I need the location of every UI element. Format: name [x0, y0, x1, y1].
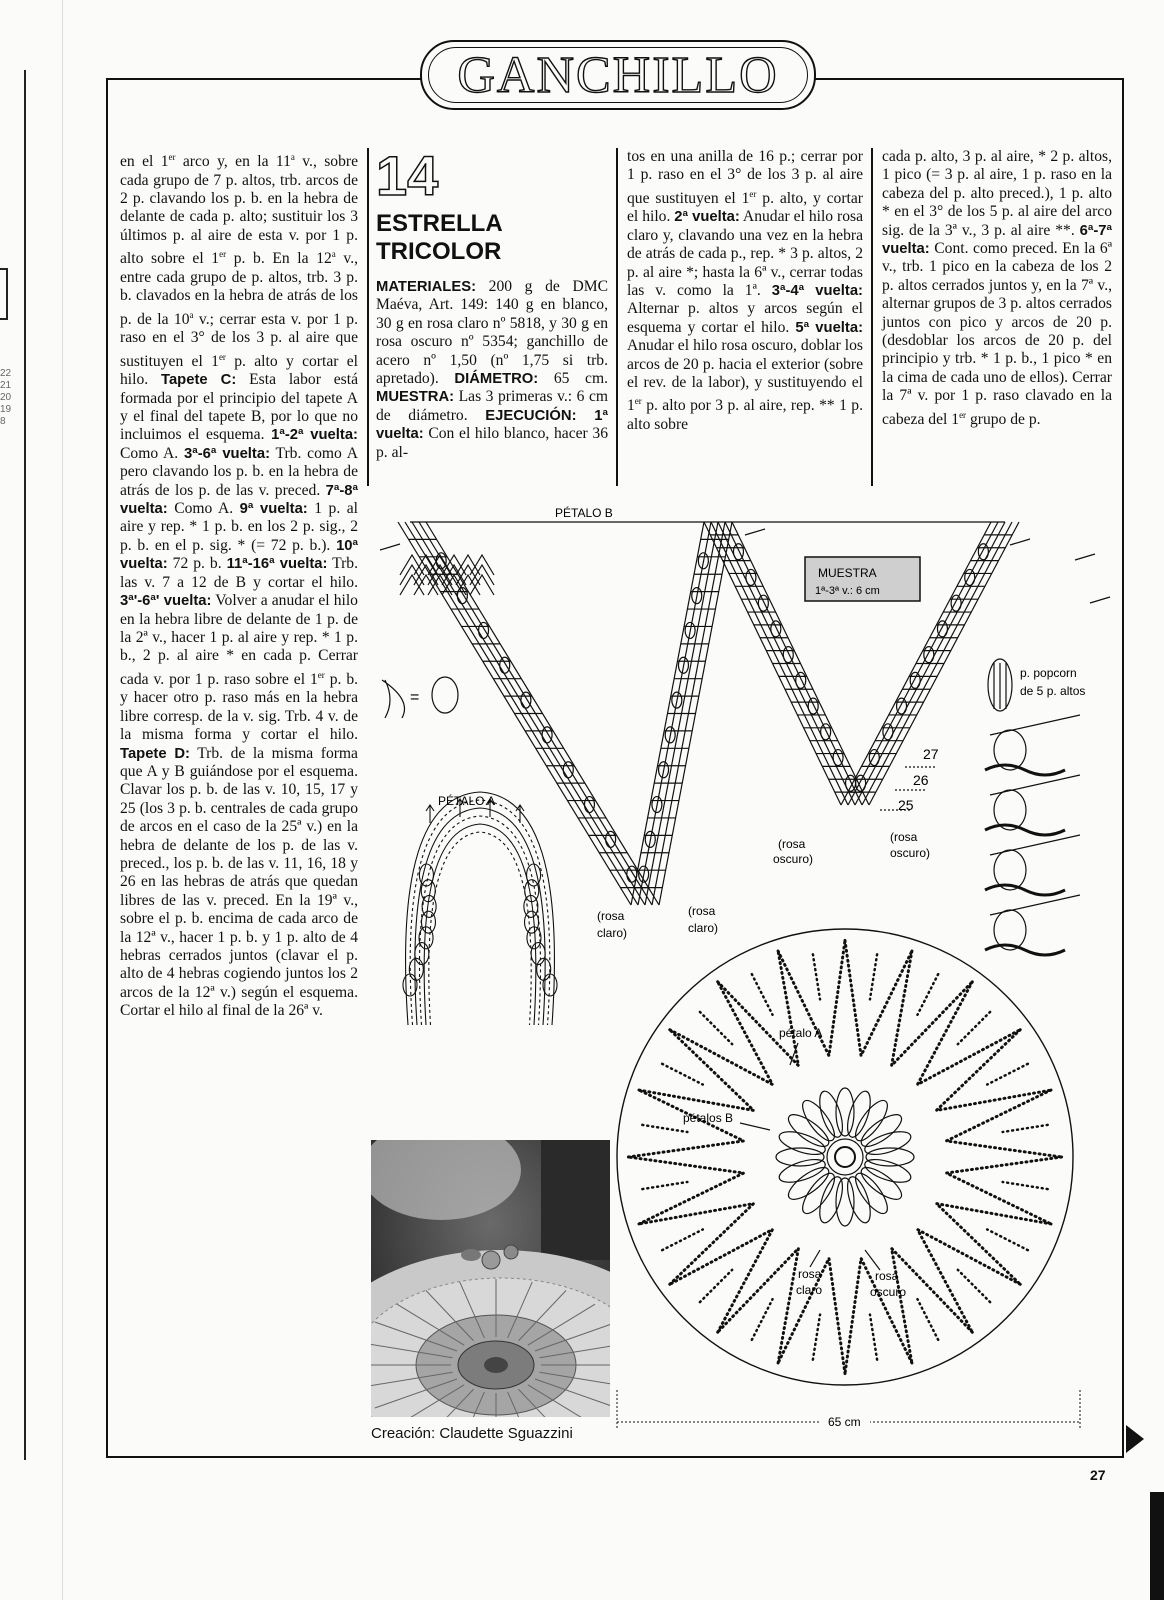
popcorn-stitch	[821, 724, 831, 740]
stitch-illustration	[985, 945, 1065, 955]
circle-label-rosa-claro-2: claro	[796, 1283, 823, 1297]
doily-center-ring	[827, 1139, 863, 1175]
muestra-title: MUESTRA	[818, 566, 877, 580]
text-segment: v.; cerrar esta v. por 1 p. raso en el 3° de los 3 p. al aire que sustituyen el 1	[120, 310, 358, 370]
previous-page-numbers	[0, 368, 22, 428]
text-column-3	[627, 148, 863, 434]
text-segment: 3ª-6ª vuelta:	[183, 445, 271, 462]
text-segment: er	[317, 669, 325, 680]
popcorn-stitch	[965, 569, 975, 585]
muestra-subtitle: 1ª-3ª v.: 6 cm	[815, 585, 880, 597]
text-segment: grupo de p.	[966, 410, 1041, 428]
popcorn-stitch	[869, 750, 879, 766]
inner-spike	[662, 1064, 703, 1085]
stitch-illustration	[985, 765, 1065, 775]
text-segment: Tapete C:	[161, 372, 237, 389]
popcorn-stitch	[924, 647, 934, 663]
inner-spike	[1003, 1125, 1048, 1132]
popcorn-label-1: p. popcorn	[1020, 666, 1077, 680]
pointer-stroke	[745, 529, 765, 535]
leader-line	[865, 1250, 880, 1270]
section-title-inner	[428, 47, 808, 103]
pointer-stroke	[1075, 554, 1095, 560]
text-segment: er	[219, 249, 227, 260]
text-segment: Trb. las v. 7 a 12 de B y cortar el hilo.	[120, 555, 358, 591]
text-segment: Esta labor está formada por el principio del tapete A y el final del tapete B, por lo que no incluimos el esquema.	[120, 371, 358, 444]
popcorn-stitch	[421, 880, 435, 902]
text-segment: 11ª-16ª vuelta:	[226, 556, 328, 573]
circle-label-petalo-a: pétalo A	[779, 1026, 823, 1040]
rosa-claro-left-2: claro)	[597, 926, 628, 940]
text-segment: a	[331, 249, 336, 260]
center-petal	[815, 1089, 847, 1140]
pointer-stroke	[380, 544, 400, 550]
previous-page-box	[0, 268, 8, 320]
popcorn-stitch	[846, 775, 856, 791]
text-column-1	[120, 148, 358, 1021]
hook-illustration	[990, 835, 1080, 855]
circle-label-petalos-b: pétalos B	[683, 1111, 734, 1125]
text-segment: Con el hilo blanco, hacer 36 p. al-	[376, 425, 608, 461]
diameter-label: 65 cm	[828, 1415, 861, 1429]
doily-photo	[371, 1140, 610, 1417]
popcorn-symbol-open	[382, 680, 405, 718]
hook-illustration	[990, 715, 1080, 735]
column-divider	[616, 148, 618, 486]
project-heading	[376, 144, 606, 266]
petalo-a-arc	[420, 816, 541, 1025]
text-segment: 5ª vuelta:	[795, 319, 863, 336]
doily-overview-chart	[617, 929, 1073, 1385]
petalo-a-arc	[429, 832, 531, 1025]
circle-label-rosa-claro-1: rosa	[798, 1267, 822, 1281]
popcorn-stitch	[525, 880, 539, 902]
text-segment: a	[290, 152, 295, 162]
text-segment: en el 1	[120, 153, 169, 171]
popcorn-stitch	[937, 621, 947, 637]
text-segment: Como A.	[167, 500, 240, 518]
petalo-b-spike	[628, 1157, 743, 1224]
text-segment: Anudar el hilo rosa oscuro, doblar los arcos de 20 p. hacia el exterior (sobre el rev. de la labor), y sustituyendo el 1	[627, 337, 863, 415]
text-segment: er	[749, 188, 757, 199]
text-segment: Trb. de la misma forma que A y B guiándose por el esquema. Clavar los p. b. de las v. 10, 15, 17 y 25 (los 3 p. b. centrales de cada grupo de arcos en el caso de la 25ª v.) en la hebra de delante de los p. de las v. preced., los p. b. de las v. 11, 16, 18 y 26 en las hebras de atrás que quedan libres de las v. preced. En la 19ª v., sobre el p. b. encima de cada arco de la 12ª v., hacer 1 p. b. y 1 p. alto de 4 hebras cerrados juntos (clavar el p. alto de 4 hebras cogiendo juntos los 2 arcos de la 12ª v.) según el esquema. Cortar el hilo al final de la 26ª v.	[120, 744, 358, 1020]
rosa-oscuro-left-2: oscuro)	[773, 852, 814, 866]
text-segment: DIÁMETRO:	[454, 371, 539, 388]
popcorn-stitch	[796, 672, 806, 688]
text-segment: er	[168, 152, 176, 162]
rosa-oscuro-left-1: (rosa	[778, 837, 806, 851]
inner-spike	[917, 974, 938, 1015]
project-title-line-1: ESTRELLA	[376, 210, 503, 237]
popcorn-stitch	[563, 762, 573, 778]
popcorn-stitch	[584, 797, 594, 813]
project-title	[376, 210, 606, 266]
center-petal	[862, 1155, 913, 1187]
rosa-claro-left-1: (rosa	[597, 909, 625, 923]
inner-spike	[700, 1012, 732, 1044]
text-column-4	[882, 148, 1112, 429]
center-petal	[843, 1174, 875, 1225]
strip-number: 22	[0, 368, 12, 379]
text-segment: er	[634, 396, 642, 407]
text-segment: p. b. y hacer otro p. raso más en la hebra libre corresp. de la v. sig. Trb. 4 v. de la misma forma y cortar el hilo.	[120, 670, 359, 744]
label-petalo-a: PÉTALO A	[438, 794, 496, 808]
center-petal	[815, 1174, 847, 1225]
text-segment: Como A.	[120, 444, 184, 462]
center-petal	[843, 1089, 875, 1140]
text-segment: 6ª-7ª vuelta:	[882, 222, 1112, 258]
popcorn-stitch	[783, 647, 793, 663]
rosa-claro-right-1: (rosa	[688, 904, 716, 918]
center-petal	[777, 1127, 828, 1159]
inner-spike	[752, 1299, 773, 1340]
popcorn-stitch	[606, 831, 616, 847]
page-gutter	[62, 0, 63, 1600]
text-segment: Las 3 primeras v.: 6 cm de diámetro.	[376, 388, 608, 424]
inner-spike	[987, 1229, 1028, 1250]
popcorn-stitch	[910, 672, 920, 688]
popcorn-stitch	[409, 958, 423, 980]
leader-line	[740, 1123, 770, 1130]
popcorn-stitch	[542, 727, 552, 743]
strip-number: 19	[0, 404, 12, 415]
petalo-b-spike	[946, 1157, 1061, 1224]
center-petal	[862, 1127, 913, 1159]
column-divider	[367, 148, 369, 486]
center-petal	[836, 1178, 854, 1226]
text-segment: 3ª-4ª vuelta:	[771, 283, 863, 300]
strip-number: 20	[0, 392, 12, 403]
row-label-25: 25	[898, 797, 914, 813]
inner-spike	[700, 1270, 732, 1302]
text-segment: 10ª vuelta:	[120, 537, 358, 573]
popcorn-stitch	[897, 698, 907, 714]
page-edge-marker	[1150, 1492, 1164, 1600]
text-segment: 2ª vuelta:	[674, 209, 740, 226]
circle-label-rosa-oscuro-1: rosa	[875, 1269, 899, 1283]
leader-line	[810, 1250, 820, 1267]
text-segment: MATERIALES:	[376, 279, 477, 295]
center-petal	[777, 1155, 828, 1187]
design-credit: Creación: Claudette Sguazzini	[371, 1425, 573, 1442]
text-segment: v., sobre cada grupo de 7 p. altos, trb. arcos de 2 p. clavando los p. b. en la hebra de delante de cada p. alto; sustituir los 3 últimos p. al aire de esta v. por 1 p. alto sobre el 1	[120, 153, 358, 268]
center-petal	[866, 1148, 914, 1166]
popcorn-stitch	[883, 724, 893, 740]
strip-number: 21	[0, 380, 12, 391]
inner-spike	[752, 974, 773, 1015]
label-petalo-b: PÉTALO B	[555, 506, 613, 520]
row-label-27: 27	[923, 746, 939, 762]
project-title-line-2: TRICOLOR	[376, 238, 502, 265]
petalo-b-chart	[380, 522, 1110, 905]
text-segment: er	[959, 409, 967, 420]
popcorn-stitch	[833, 750, 843, 766]
text-segment: tos en una anilla de 16 p.; cerrar por 1 p. raso en el 3° de los 3 p. al aire que sustituyen el 1	[627, 148, 863, 207]
rosa-oscuro-right-2: oscuro)	[890, 846, 931, 860]
popcorn-stitch	[978, 544, 988, 560]
stitch-illustration	[985, 885, 1065, 895]
petalo-a-chart	[403, 792, 557, 1025]
popcorn-stitch	[733, 544, 743, 560]
inner-spike	[813, 954, 820, 999]
text-segment: 1ª-2ª vuelta:	[271, 427, 358, 444]
inner-spike	[642, 1125, 687, 1132]
text-segment: cada p. alto, 3 p. al aire, * 2 p. altos, 1 pico (= 3 p. al aire, 1 p. raso en la cabeza del p. alto preced.), 1 p. alto * en el 3° de los 5 p. al aire del arco sig. de la 3ª v., 3 p. al aire **.	[882, 148, 1112, 239]
doily-center	[835, 1147, 855, 1167]
text-segment: er	[218, 351, 226, 362]
inner-spike	[642, 1182, 687, 1189]
next-page-arrow-icon	[1124, 1423, 1148, 1455]
text-segment: a	[189, 309, 194, 320]
section-title: GANCHILLO	[457, 47, 779, 104]
popcorn-stitch	[500, 657, 510, 673]
text-segment: Trb. como A pero clavando los p. b. en la hebra de atrás de los p. de las v. preced.	[120, 444, 358, 499]
popcorn-stitch	[521, 692, 531, 708]
hook-illustration	[990, 775, 1080, 795]
text-segment: 7ª-8ª vuelta:	[120, 482, 358, 518]
page-number: 27	[1090, 1467, 1106, 1483]
text-segment: 9ª vuelta:	[239, 501, 308, 518]
inner-spike	[958, 1270, 990, 1302]
popcorn-stitch	[537, 958, 551, 980]
pointer-stroke	[1010, 539, 1030, 545]
text-segment: 3ª'-6ª' vuelta:	[120, 593, 212, 610]
text-segment: MUESTRA:	[376, 389, 455, 406]
text-segment: Cont. como preced. En la 6ª v., trb. 1 pico en la cabeza de los 2 p. altos cerrados juntos y, en la 7ª v., alternar grupos de 3 p. altos cerrados juntos con pico y arcos de 20 p. (desdoblar los arcos de 20 p. del principio y trb. * 1 p. b., 1 pico * en la cima de cada uno de ellos). Cerrar la 7ª v. por 1 p. raso clavado en la cabeza del 1	[882, 240, 1112, 428]
popcorn-stitch	[419, 864, 433, 886]
popcorn-symbol	[432, 677, 458, 713]
text-segment: Anudar el hilo rosa claro y, clavando una vez en la hebra de atrás de cada p., rep. * 3 p. altos, 2 p. al aire *; hasta la 6ª v., cerrar todas las v. como la 1ª.	[627, 208, 864, 300]
inner-spike	[870, 954, 877, 999]
text-segment: Tapete D:	[120, 745, 190, 762]
inner-spike	[813, 1315, 820, 1360]
rosa-claro-right-2: claro)	[688, 921, 719, 935]
text-segment: Alternar p. altos y arcos según el esquema y cortar el hilo.	[627, 300, 863, 336]
popcorn-stitch	[758, 595, 768, 611]
text-segment: EJECUCIÓN: 1ª vuelta:	[376, 407, 609, 443]
text-segment: p. alto por 3 p. al aire, rep. ** 1 p. alto sobre	[627, 397, 863, 434]
inner-spike	[662, 1229, 703, 1250]
text-segment: 200 g de DMC Maéva, Art. 149: 140 g en blanco, 30 g en rosa claro nº 5818, y 30 g en rosa oscuro nº 5354; ganchillo de acero nº 1,50 (nº 1,75 si trb. apretado).	[376, 278, 608, 388]
popcorn-stitch	[771, 621, 781, 637]
rosa-oscuro-right-1: (rosa	[890, 830, 918, 844]
hook-illustration	[990, 895, 1080, 915]
text-segment: 1 p. al aire y rep. * 1 p. b. en los 2 p. sig., 2 p. b. en el p. sig. * (= 72 p. b.).	[120, 500, 358, 554]
popcorn-stitch	[951, 595, 961, 611]
text-segment: p. alto, y cortar el hilo.	[627, 190, 863, 226]
petalo-b-spike	[845, 940, 912, 1055]
petalo-a-arc	[424, 824, 536, 1025]
popcorn-stitch	[808, 698, 818, 714]
doily-outline	[617, 929, 1073, 1385]
inner-spike	[917, 1299, 938, 1340]
text-segment: 65 cm.	[538, 370, 609, 388]
strip-number: 8	[0, 416, 6, 427]
center-petal	[836, 1088, 854, 1136]
popcorn-stitch	[479, 622, 489, 638]
text-segment: arco y, en la 11	[175, 153, 291, 171]
center-petal	[776, 1148, 824, 1166]
project-number: 14	[376, 144, 439, 207]
row-label-26: 26	[913, 772, 929, 788]
popcorn-stitch	[746, 569, 756, 585]
text-segment: v., entre cada grupo de p. altos, trb. 3 p. b. clavados en la hebra de atrás de los p. de la 10	[120, 250, 359, 328]
text-column-2	[376, 278, 608, 462]
inner-spike	[1003, 1182, 1048, 1189]
text-segment: p. b. En la 12	[226, 250, 332, 268]
text-segment: Volver a anudar el hilo en la hebra libre de delante de 1 p. de la 2ª v., hacer 1 p. al aire y rep. * 1 p. b., 2 p. al aire * en cada p. Cerrar cada v. por 1 p. raso sobre el 1	[120, 592, 358, 688]
inner-spike	[987, 1064, 1028, 1085]
text-segment: 72 p. b.	[167, 555, 227, 573]
equals-sign: =	[410, 689, 420, 706]
inner-spike	[958, 1012, 990, 1044]
circle-label-rosa-oscuro-2: oscuro	[870, 1285, 907, 1299]
popcorn-label-2: de 5 p. altos	[1020, 684, 1086, 698]
text-segment: p. alto y cortar el hilo.	[120, 352, 359, 389]
pointer-stroke	[1090, 597, 1110, 603]
inner-spike	[870, 1315, 877, 1360]
stitch-illustration	[985, 825, 1065, 835]
petalo-b-spike	[946, 1090, 1061, 1157]
column-divider	[871, 148, 873, 486]
